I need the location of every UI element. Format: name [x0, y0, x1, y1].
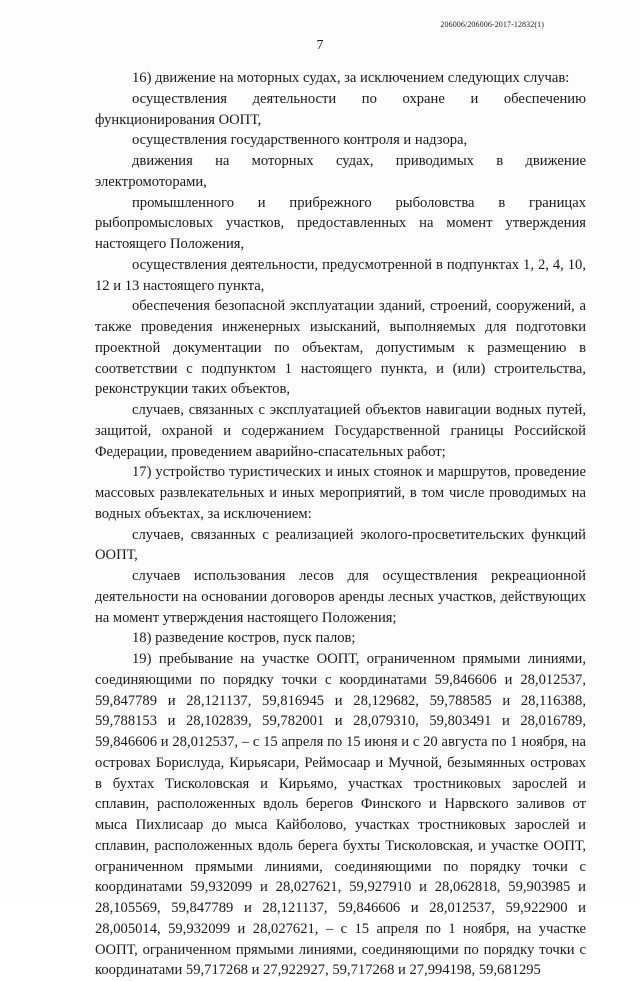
- paragraph-exception: движения на моторных судах, приводимых в движение электромоторами,: [95, 153, 586, 190]
- paragraph-exception: осуществления деятельности по охране и обеспечению функционирования ООПТ,: [95, 90, 586, 128]
- document-body: [95, 68, 586, 981]
- paragraph-item-18: 18) разведение костров, пуск палов;: [132, 630, 356, 647]
- paragraph-exception: случаев, связанных с эксплуатацией объектов навигации водных путей, защитой, охраной и содержанием Государственной границы Российской Федерации, проведением аварийно-спасательных работ;: [95, 402, 586, 460]
- paragraph-exception: случаев, связанных с реализацией эколого-просветительских функций ООПТ,: [95, 526, 586, 564]
- paragraph-exception: осуществления государственного контроля и надзора,: [132, 132, 468, 149]
- paragraph-item-17: 17) устройство туристических и иных стоянок и маршрутов, проведение массовых развлекательных и иных мероприятий, в том числе проводимых на водных объектах, за исключением:: [95, 464, 586, 522]
- paragraph-item-16: 16) движение на моторных судах, за исключением следующих случав:: [132, 70, 570, 86]
- paragraph-exception: промышленного и прибрежного рыболовства в границах рыбопромысловых участков, предоставленных на момент утверждения настоящего Положения,: [95, 194, 586, 252]
- document-id: 206006/206006-2017-12832(1): [440, 20, 544, 29]
- paragraph-exception: случаев использования лесов для осуществления рекреационной деятельности на основании договоров аренды лесных участков, действующих на момент утверждения настоящего Положения;: [95, 568, 586, 626]
- paragraph-item-19: 19) пребывание на участке ООПТ, ограниченном прямыми линиями, соединяющими по порядку точки с координатами 59,846606 и 28,012537, 59,847789 и 28,121137, 59,816945 и 28,129682, 59,788585 и 28,116388, 59,788153 и 28,102839, 59,782001 и 28,079310, 59,803491 и 28,016789, 59,846606 и 28,012537, – с 15 апреля по 15 июня и с 20 августа по 1 ноября, на островах Борислуда, Кирьясари, Реймосаар и Мучной, безымянных островах в бухтах Тисколовская и Кирьямо, участках тростниковых зарослей и сплавин, расположенных вдоль берегов Финского и Нарвского заливов от мыса Пихлисаар до мыса Кайболово, участках тростниковых зарослей и сплавин, расположенных вдоль берега бухты Тисколовская, и участке ООПТ, ограниченном прямыми линиями, соединяющими по порядку точки с координатами 59,932099 и 28,027621, 59,927910 и 28,062818, 59,903985 и 28,105569, 59,847789 и 28,121137, 59,846606 и 28,012537, 59,922900 и 28,005014, 59,932099 и 28,027621, – с 15 апреля по 1 ноября, на участке ООПТ, ограниченном прямыми линиями, соединяющими по порядку точки с координатами 59,717268 и 27,922927, 59,717268 и 27,994198, 59,681295: [95, 651, 586, 979]
- paragraph-exception: обеспечения безопасной эксплуатации зданий, строений, сооружений, а также проведения инженерных изысканий, выполняемых для подготовки проектной документации по объектам, допустимым к размещению в соответствии с подпунктом 1 настоящего пункта, и (или) строительства, реконструкции таких объектов,: [95, 298, 586, 398]
- page-number: 7: [316, 38, 324, 53]
- paragraph-exception: осуществления деятельности, предусмотренной в подпунктах 1, 2, 4, 10, 12 и 13 настоящего пункта,: [95, 256, 586, 294]
